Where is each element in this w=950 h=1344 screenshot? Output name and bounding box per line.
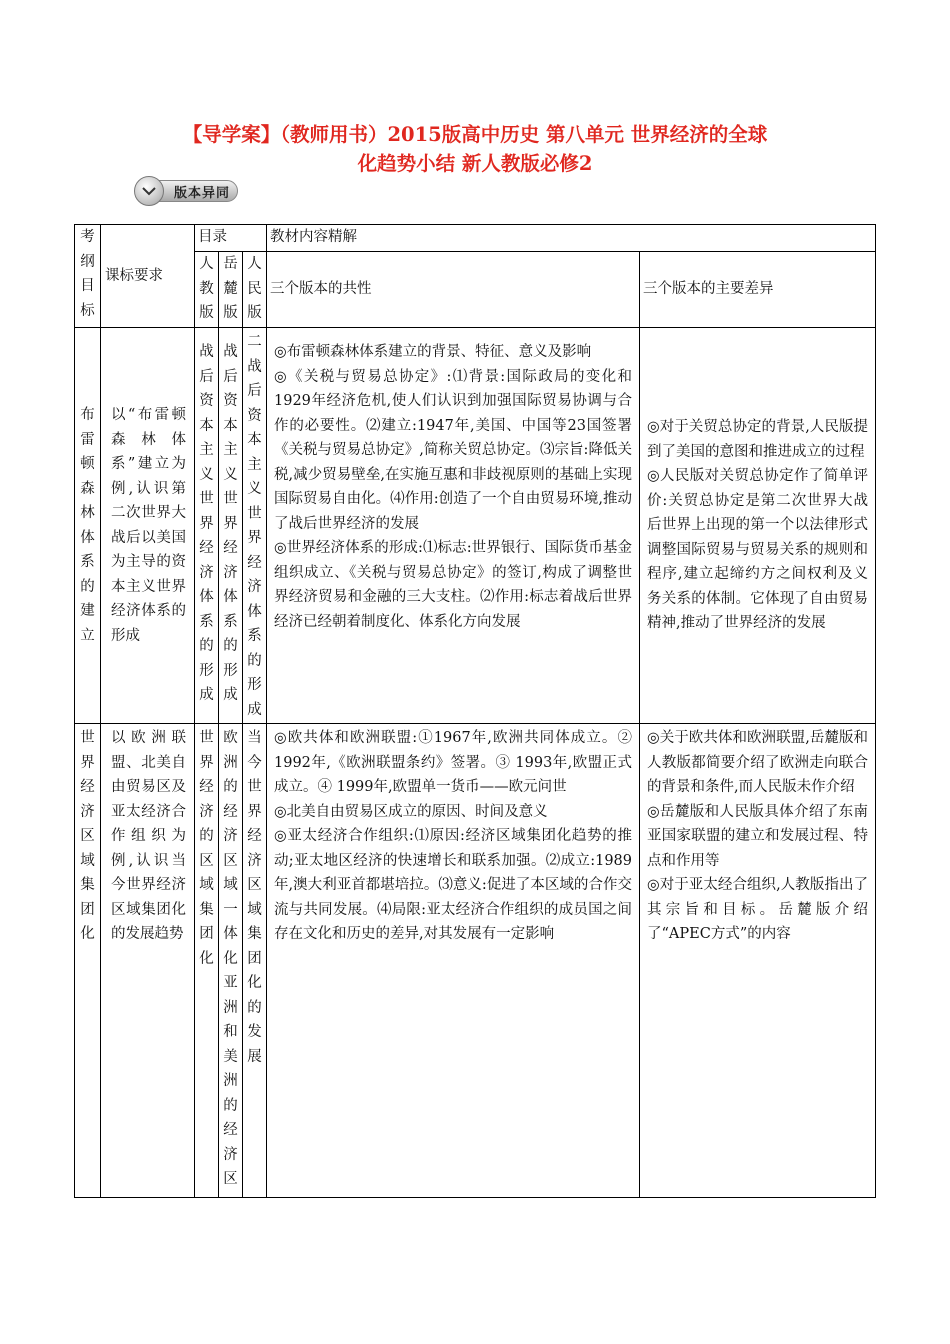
title-line-1: 【导学案】（教师用书）2015版高中历史 第八单元 世界经济的全球 <box>182 123 768 146</box>
diff-cell <box>640 328 876 724</box>
renjiao-chapter: 战后资本主义世界经济体系的形成 <box>199 344 214 703</box>
header-standard: 课标要求 <box>105 267 163 284</box>
yuelu-cell <box>219 724 243 1198</box>
yuelu-chapter: 战后资本主义世界经济体系的形成 <box>223 344 238 703</box>
chevron-down-icon <box>141 184 157 198</box>
exam-target: 布雷顿森林体系的建立 <box>80 407 95 644</box>
curriculum-standard: 以“布雷顿森林体系”建立为例,认识第二次世界大战后以美国为主导的资本主义世界经济体系的形成 <box>111 407 186 644</box>
diff-point: ◎对于关贸总协定的背景,人民版提到了美国的意图和推进成立的过程 <box>647 419 868 460</box>
yuelu-chapter: 欧洲的经济区域一体化亚洲和美洲的经济区 <box>223 730 238 1187</box>
standard-cell <box>101 724 195 1198</box>
document-title <box>100 120 850 178</box>
common-point: ◎北美自由贸易区成立的原因、时间及意义 <box>274 803 548 820</box>
header-diff-cell <box>640 252 876 328</box>
common-point: ◎世界经济体系的形成:⑴标志:世界银行、国际货币基金组织成立、《关税与贸易总协定》的签订,构成了调整世界经济贸易和金融的三大支柱。⑵作用:标志着战后世界经济已经朝着制度化、体系化方向发展 <box>274 540 632 630</box>
header-exam: 考纲目标 <box>80 229 95 319</box>
header-yuelu-cell <box>219 252 243 328</box>
table-row <box>75 724 876 1198</box>
table-row <box>75 328 876 724</box>
header-row-1 <box>75 225 876 252</box>
header-renmin-cell <box>243 252 267 328</box>
exam-target: 世界经济区域集团化 <box>80 730 95 942</box>
yuelu-cell <box>219 328 243 724</box>
curriculum-standard: 以欧洲联盟、北美自由贸易区及亚太经济合作组织为例,认识当今世界经济区域集团化的发展趋势 <box>111 730 186 942</box>
header-yuelu: 岳麓版 <box>223 256 238 321</box>
header-diff: 三个版本的主要差异 <box>643 281 774 298</box>
header-content-cell <box>267 225 876 252</box>
common-cell <box>267 724 640 1198</box>
diff-point: ◎关于欧共体和欧洲联盟,岳麓版和人教版都简要介绍了欧洲走向联合的背景和条件,而人民版未作介绍 <box>647 730 868 795</box>
exam-cell <box>75 328 101 724</box>
common-point: ◎亚太经济合作组织:⑴原因:经济区域集团化趋势的推动;亚太地区经济的快速增长和联系加强。⑵成立:1989年,澳大利亚首都堪培拉。⑶意义:促进了本区域的合作交流与共同发展。⑷局限:亚太经济合作组织的成员国之间存在文化和历史的差异,对其发展有一定影响 <box>274 828 632 942</box>
diff-point: ◎人民版对关贸总协定作了简单评价:关贸总协定是第二次世界大战后世界上出现的第一个以法律形式调整国际贸易与贸易关系的规则和程序,建立起缔约方之间权利及义务关系的体制。它体现了自由贸易精神,推动了世界经济的发展 <box>647 468 868 632</box>
renjiao-cell <box>195 328 219 724</box>
header-standard-cell <box>101 225 195 328</box>
header-catalog-cell <box>195 225 267 252</box>
exam-cell <box>75 724 101 1198</box>
header-row-2 <box>75 252 876 328</box>
header-content: 教材内容精解 <box>270 229 357 245</box>
badge-label: 版本异同 <box>174 186 231 201</box>
header-common: 三个版本的共性 <box>270 281 372 298</box>
title-line-2: 化趋势小结 新人教版必修2 <box>357 152 593 175</box>
header-exam-cell <box>75 225 101 328</box>
standard-cell <box>101 328 195 724</box>
common-cell <box>267 328 640 724</box>
diff-cell <box>640 724 876 1198</box>
renmin-cell <box>243 724 267 1198</box>
diff-point: ◎对于亚太经合组织,人教版指出了其宗旨和目标。岳麓版介绍了“APEC方式”的内容 <box>647 877 868 942</box>
common-point: ◎《关税与贸易总协定》:⑴背景:国际政局的变化和1929年经济危机,使人们认识到加强国际贸易协调与合作的必要性。⑵建立:1947年,美国、中国等23国签署《关税与贸易总协定》,简称关贸总协定。⑶宗旨:降低关税,减少贸易壁垒,在实施互惠和非歧视原则的基础上实现国际贸易自由化。⑷作用:创造了一个自由贸易环境,推动了战后世界经济的发展 <box>274 368 632 532</box>
renmin-chapter: 二战后资本主义世界经济体系的形成 <box>247 334 262 718</box>
common-point: ◎布雷顿森林体系建立的背景、特征、意义及影响 <box>274 344 592 360</box>
diff-point: ◎岳麓版和人民版具体介绍了东南亚国家联盟的建立和发展过程、特点和作用等 <box>647 803 868 869</box>
renjiao-chapter: 世界经济的区域集团化 <box>199 730 214 967</box>
renmin-chapter: 当今世界经济区域集团化的发展 <box>247 730 262 1065</box>
renjiao-cell <box>195 724 219 1198</box>
header-renjiao: 人教版 <box>199 256 214 321</box>
header-renmin: 人民版 <box>247 256 262 321</box>
renmin-cell <box>243 328 267 724</box>
section-badge <box>134 176 240 206</box>
comparison-table <box>74 224 876 1198</box>
header-renjiao-cell <box>195 252 219 328</box>
header-catalog: 目录 <box>198 229 227 245</box>
badge-circle <box>134 176 164 206</box>
header-common-cell <box>267 252 640 328</box>
common-point: ◎欧共体和欧洲联盟:①1967年,欧洲共同体成立。② 1992年,《欧洲联盟条约》签署。③ 1993年,欧盟正式成立。④ 1999年,欧盟单一货币——欧元问世 <box>274 730 632 795</box>
